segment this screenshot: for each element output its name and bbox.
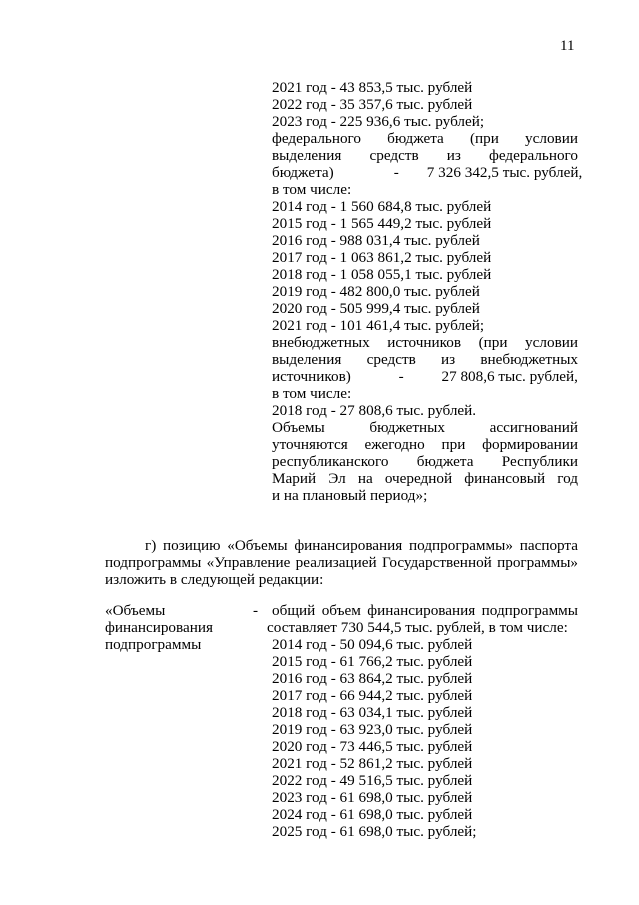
- note-line: республиканского бюджета Республики: [272, 453, 578, 470]
- funding-block-top: [272, 79, 583, 504]
- extra-total-value: 27 808,6 тыс. рублей,: [441, 368, 578, 385]
- federal-total-dash: -: [393, 164, 399, 181]
- label-line: финансирования: [105, 619, 213, 636]
- year-line: 2017 год - 66 944,2 тыс. рублей: [272, 687, 473, 704]
- year-line: 2018 год - 1 058 055,1 тыс. рублей: [272, 266, 492, 283]
- year-line: 2021 год - 101 461,4 тыс. рублей;: [272, 317, 485, 334]
- extra-total-dash: -: [398, 368, 404, 385]
- label-dash: -: [253, 602, 259, 619]
- funding-total: составляет 730 544,5 тыс. рублей, в том числе:: [267, 619, 568, 636]
- year-line: 2023 год - 225 936,6 тыс. рублей;: [272, 113, 485, 130]
- paragraph-line: подпрограммы «Управление реализацией Государственной программы»: [105, 554, 578, 571]
- year-line: 2018 год - 27 808,6 тыс. рублей.: [272, 402, 477, 419]
- extra-total-line: [272, 368, 578, 385]
- paragraph-line: изложить в следующей редакции:: [105, 571, 324, 588]
- year-line: 2016 год - 988 031,4 тыс. рублей: [272, 232, 480, 249]
- year-line: 2019 год - 482 800,0 тыс. рублей: [272, 283, 480, 300]
- federal-line: федерального бюджета (при условии: [272, 130, 578, 147]
- year-line: 2018 год - 63 034,1 тыс. рублей: [272, 704, 473, 721]
- year-line: 2024 год - 61 698,0 тыс. рублей: [272, 806, 473, 823]
- extra-line: внебюджетных источников (при условии: [272, 334, 578, 351]
- page-number: 11: [560, 38, 575, 54]
- subprogram-funding-block: [267, 602, 578, 840]
- year-line: 2014 год - 50 094,6 тыс. рублей: [272, 636, 473, 653]
- year-line: 2020 год - 73 446,5 тыс. рублей: [272, 738, 473, 755]
- amendment-paragraph: [105, 537, 578, 588]
- extra-line: выделения средств из внебюджетных: [272, 351, 578, 368]
- federal-total-label: бюджета): [272, 164, 334, 181]
- note-line: Объемы бюджетных ассигнований: [272, 419, 578, 436]
- year-line: 2014 год - 1 560 684,8 тыс. рублей: [272, 198, 492, 215]
- federal-line: выделения средств из федерального: [272, 147, 578, 164]
- including-line: в том числе:: [272, 385, 352, 402]
- note-line: и на плановый период»;: [272, 487, 428, 504]
- federal-total-value: 7 326 342,5 тыс. рублей,: [426, 164, 583, 181]
- extra-total-label: источников): [272, 368, 351, 385]
- year-line: 2019 год - 63 923,0 тыс. рублей: [272, 721, 473, 738]
- federal-total-line: [272, 164, 583, 181]
- year-line: 2020 год - 505 999,4 тыс. рублей: [272, 300, 480, 317]
- paragraph-line: г) позицию «Объемы финансирования подпрограммы» паспорта: [145, 537, 578, 554]
- year-line: 2022 год - 35 357,6 тыс. рублей: [272, 96, 473, 113]
- year-line: 2021 год - 43 853,5 тыс. рублей: [272, 79, 473, 96]
- including-line: в том числе:: [272, 181, 352, 198]
- note-line: уточняются ежегодно при формировании: [272, 436, 578, 453]
- note-line: Марий Эл на очередной финансовый год: [272, 470, 578, 487]
- label-line: подпрограммы: [105, 636, 202, 653]
- year-line: 2015 год - 1 565 449,2 тыс. рублей: [272, 215, 492, 232]
- year-line: 2022 год - 49 516,5 тыс. рублей: [272, 772, 473, 789]
- subprogram-funding-label: [105, 602, 213, 653]
- label-line: «Объемы: [105, 602, 166, 619]
- year-line: 2016 год - 63 864,2 тыс. рублей: [272, 670, 473, 687]
- year-line: 2015 год - 61 766,2 тыс. рублей: [272, 653, 473, 670]
- year-line: 2025 год - 61 698,0 тыс. рублей;: [272, 823, 477, 840]
- year-line: 2021 год - 52 861,2 тыс. рублей: [272, 755, 473, 772]
- year-line: 2023 год - 61 698,0 тыс. рублей: [272, 789, 473, 806]
- funding-intro: общий объем финансирования подпрограммы: [272, 602, 578, 619]
- year-line: 2017 год - 1 063 861,2 тыс. рублей: [272, 249, 492, 266]
